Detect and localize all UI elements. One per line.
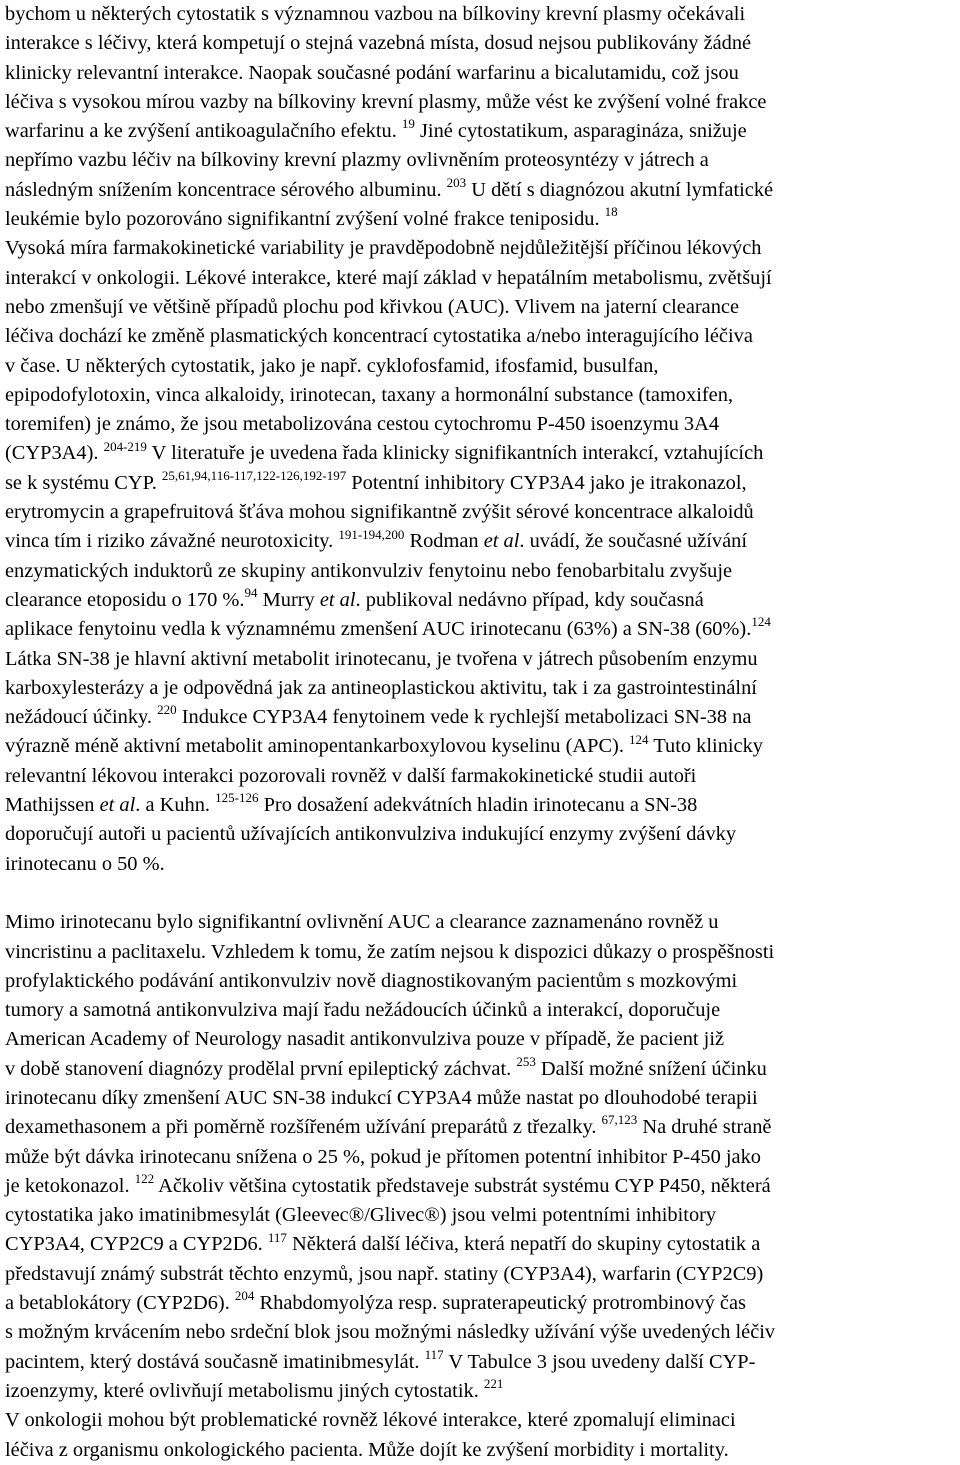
text-run: může být dávka irinotecanu snížena o 25 %, pokud je přítomen potentní inhibitor P-450 jako xyxy=(5,1145,761,1168)
text-run: vincristinu a paclitaxelu. Vzhledem k tomu, že zatím nejsou k dispozici důkazy o prospěšnosti xyxy=(5,940,775,963)
text-run: izoenzymy, které ovlivňují metabolismu jiných cytostatik. xyxy=(5,1379,484,1402)
text-run: se k systému CYP. xyxy=(5,471,162,494)
citation-reference: 204-219 xyxy=(103,438,147,454)
citation-reference: 117 xyxy=(424,1346,444,1362)
text-run: Další možné snížení účinku xyxy=(535,1057,767,1080)
text-run: Tuto klinicky xyxy=(648,735,763,758)
text-run: vinca tím i riziko závažné neurotoxicity. xyxy=(5,530,339,553)
text-run: dexamethasonem a při poměrně rozšířeném užívání preparátů z třezalky. xyxy=(5,1116,602,1139)
text-run: CYP3A4, CYP2C9 a CYP2D6. xyxy=(5,1233,268,1256)
text-run: Rodman xyxy=(404,530,484,553)
text-run: a betablokátory (CYP2D6). xyxy=(5,1292,235,1315)
paragraph-gap xyxy=(5,879,955,908)
italic-text: et al xyxy=(319,588,356,611)
text-run: /Glivec xyxy=(364,1204,425,1227)
text-line xyxy=(5,1318,955,1347)
text-run: enzymatických induktorů ze skupiny antikonvulziv fenytoinu nebo fenobarbitalu zvyšuje xyxy=(5,559,733,582)
text-run: . publikoval nedávno případ, kdy současná xyxy=(355,588,704,611)
text-run: karboxylesterázy a je odpovědná jak za antineoplastickou aktivitu, tak i za gastrointestinální xyxy=(5,676,757,699)
text-line xyxy=(5,1230,955,1259)
text-line xyxy=(5,264,955,293)
text-run: bychom u některých cytostatik s významnou vazbou na bílkoviny krevní plasmy očekávali xyxy=(5,3,746,25)
text-run: American Academy of Neurology nasadit antikonvulziva pouze v případě, že pacient již xyxy=(5,1028,725,1051)
text-line xyxy=(5,674,955,703)
text-line xyxy=(5,938,955,967)
citation-reference: 204 xyxy=(234,1288,255,1304)
text-line xyxy=(5,1377,955,1406)
text-line xyxy=(5,1025,955,1054)
text-line xyxy=(5,850,955,879)
text-run: erytromycin a grapefruitová šťáva mohou signifikantně zvýšit sérové koncentrace alkaloidů xyxy=(5,501,754,524)
text-line xyxy=(5,498,955,527)
text-run: irinotecanu o 50 %. xyxy=(5,852,165,875)
text-line xyxy=(5,59,955,88)
citation-reference: 94 xyxy=(244,585,258,601)
text-run: Látka SN-38 je hlavní aktivní metabolit irinotecanu, je tvořena v játrech působením enzymu xyxy=(5,647,758,670)
citation-reference: 124 xyxy=(751,614,771,630)
text-run: v době stanovení diagnózy prodělal první epileptický záchvat. xyxy=(5,1057,517,1080)
text-run: nebo zmenšují ve většině případů plochu pod křivkou (AUC). Vlivem na jaterní clearance xyxy=(5,295,740,318)
text-line xyxy=(5,29,955,58)
text-line xyxy=(5,1289,955,1318)
text-line xyxy=(5,820,955,849)
citation-reference: 253 xyxy=(516,1053,536,1069)
registered-mark: ® xyxy=(424,1204,440,1227)
text-run: výrazně méně aktivní metabolit aminopentankarboxylovou kyselinu (APC). xyxy=(5,735,630,758)
citation-reference: 220 xyxy=(157,702,177,718)
text-run: Murry xyxy=(257,588,320,611)
citation-reference: 124 xyxy=(629,731,649,747)
text-line xyxy=(5,205,955,234)
text-line xyxy=(5,176,955,205)
text-run: interakce s léčivy, která kompetují o stejná vazebná místa, dosud nejsou publikovány žádné xyxy=(5,32,752,55)
text-line xyxy=(5,762,955,791)
text-run: nežádoucí účinky. xyxy=(5,706,158,729)
text-line xyxy=(5,293,955,322)
citation-reference: 125-126 xyxy=(215,790,259,806)
text-run: Vysoká míra farmakokinetické variability je pravděpodobně nejdůležitější příčinou lékových xyxy=(5,237,762,260)
text-run: V literatuře je uvedena řada klinicky signifikantních interakcí, vztahujících xyxy=(146,442,764,465)
text-run: Na druhé straně xyxy=(637,1116,772,1139)
text-run: Indukce CYP3A4 fenytoinem vede k rychlejší metabolizaci SN-38 na xyxy=(176,706,752,729)
text-line xyxy=(5,352,955,381)
text-line xyxy=(5,1260,955,1289)
text-line xyxy=(5,586,955,615)
paragraph xyxy=(5,0,955,879)
paragraph xyxy=(5,908,955,1465)
text-run: . uvádí, že současné užívání xyxy=(519,530,748,553)
citation-reference: 117 xyxy=(267,1229,287,1245)
text-run: představují známý substrát těchto enzymů, jsou např. statiny (CYP3A4), warfarin (CYP2C9) xyxy=(5,1262,764,1285)
citation-reference: 191-194,200 xyxy=(338,526,405,542)
citation-reference: 122 xyxy=(134,1171,155,1187)
citation-reference: 19 xyxy=(401,116,415,132)
italic-text: et al xyxy=(483,530,520,553)
text-run: aplikace fenytoinu vedla k významnému zmenšení AUC irinotecanu (63%) a SN-38 (60%). xyxy=(5,618,752,641)
registered-mark: ® xyxy=(348,1204,365,1227)
text-run: . a Kuhn. xyxy=(135,794,216,817)
text-run: toremifen) je známo, že jsou metabolizována cestou cytochromu P-450 isoenzymu 3A4 xyxy=(5,413,720,436)
text-run: je ketokonazol. xyxy=(5,1174,135,1197)
citation-reference: 18 xyxy=(604,204,618,220)
text-run: léčiva dochází ke změně plasmatických koncentrací cytostatika a/nebo interagujícího léčiva xyxy=(5,325,753,348)
text-line xyxy=(5,791,955,820)
text-line xyxy=(5,381,955,410)
text-line xyxy=(5,117,955,146)
text-run: pacintem, který dostává současně imatinibmesylát. xyxy=(5,1350,425,1373)
text-line xyxy=(5,1406,955,1435)
text-line xyxy=(5,1084,955,1113)
text-line xyxy=(5,234,955,263)
text-run: V Tabulce 3 jsou uvedeny další CYP- xyxy=(443,1350,756,1373)
text-line xyxy=(5,908,955,937)
text-run: Mathijssen xyxy=(5,794,100,817)
text-line xyxy=(5,0,955,29)
text-run: clearance etoposidu o 170 %. xyxy=(5,588,245,611)
text-line xyxy=(5,557,955,586)
text-run: relevantní lékovou interakci pozorovali rovněž v další farmakokinetické studii autoři xyxy=(5,764,697,787)
text-line xyxy=(5,645,955,674)
text-run: warfarinu a ke zvýšení antikoagulačního efektu. xyxy=(5,120,402,143)
text-run: léčiva z organismu onkologického pacienta. Může dojít ke zvýšení morbidity i mortality. xyxy=(5,1438,729,1461)
italic-text: et al xyxy=(99,794,136,817)
text-run: léčiva s vysokou mírou vazby na bílkoviny krevní plasmy, může vést ke zvýšení volné frakce xyxy=(5,90,767,113)
text-run: Jiné cytostatikum, asparagináza, snižuje xyxy=(414,120,747,143)
text-line xyxy=(5,732,955,761)
text-run: Potentní inhibitory CYP3A4 jako je itrakonazol, xyxy=(346,471,747,494)
text-run: cytostatika jako imatinibmesylát (Gleevec xyxy=(5,1204,349,1227)
text-line xyxy=(5,469,955,498)
text-line xyxy=(5,439,955,468)
text-run: nepřímo vazbu léčiv na bílkoviny krevní plazmy ovlivněním proteosyntézy v játrech a xyxy=(5,149,709,172)
citation-reference: 67,123 xyxy=(601,1112,638,1128)
text-run: Některá další léčiva, která nepatří do skupiny cytostatik a xyxy=(286,1233,761,1256)
text-line xyxy=(5,1113,955,1142)
text-run: leukémie bylo pozorováno signifikantní zvýšení volné frakce teniposidu. xyxy=(5,208,605,231)
text-run: Ačkoliv většina cytostatik představeje substrát systému CYP P450, některá xyxy=(154,1174,771,1197)
text-line xyxy=(5,322,955,351)
text-line xyxy=(5,703,955,732)
document-page xyxy=(5,0,955,1465)
text-run: Rhabdomyolýza resp. supraterapeutický protrombinový čas xyxy=(254,1292,746,1315)
text-line xyxy=(5,146,955,175)
text-run: následným snížením koncentrace sérového albuminu. xyxy=(5,178,447,201)
text-run: v čase. U některých cytostatik, jako je např. cyklofosfamid, ifosfamid, busulfan, xyxy=(5,354,659,377)
text-run: U dětí s diagnózou akutní lymfatické xyxy=(466,178,774,201)
text-line xyxy=(5,1436,955,1465)
text-run: (CYP3A4). xyxy=(5,442,104,465)
citation-reference: 25,61,94,116-117,122-126,192-197 xyxy=(161,467,347,483)
text-line xyxy=(5,615,955,644)
text-line xyxy=(5,1348,955,1377)
text-run: V onkologii mohou být problematické rovněž lékové interakce, které zpomalují eliminaci xyxy=(5,1409,736,1432)
text-line xyxy=(5,527,955,556)
text-line xyxy=(5,1172,955,1201)
text-run: epipodofylotoxin, vinca alkaloidy, irinotecan, taxany a hormonální substance (tamoxifen, xyxy=(5,383,733,406)
text-line xyxy=(5,1201,955,1230)
text-line xyxy=(5,1055,955,1084)
text-line xyxy=(5,88,955,117)
text-run: ) jsou velmi potentními inhibitory xyxy=(439,1204,717,1227)
text-line xyxy=(5,996,955,1025)
text-run: klinicky relevantní interakce. Naopak současné podání warfarinu a bicalutamidu, což jsou xyxy=(5,61,739,84)
text-run: Mimo irinotecanu bylo signifikantní ovlivnění AUC a clearance zaznamenáno rovněž u xyxy=(5,911,719,934)
text-run: irinotecanu díky zmenšení AUC SN-38 indukcí CYP3A4 může nastat po dlouhodobé terapii xyxy=(5,1086,758,1109)
citation-reference: 203 xyxy=(446,174,467,190)
text-line xyxy=(5,410,955,439)
text-line xyxy=(5,1143,955,1172)
text-run: tumory a samotná antikonvulziva mají řadu nežádoucích účinků a interakcí, doporučuje xyxy=(5,999,721,1022)
text-run: s možným krvácením nebo srdeční blok jsou možnými následky užívání výše uvedených léčiv xyxy=(5,1321,776,1344)
text-run: profylaktického podávání antikonvulziv nově diagnostikovaným pacientům s mozkovými xyxy=(5,969,738,992)
citation-reference: 221 xyxy=(483,1376,504,1392)
text-run: Pro dosažení adekvátních hladin irinotecanu a SN-38 xyxy=(258,794,698,817)
text-run: interakcí v onkologii. Lékové interakce, které mají základ v hepatálním metabolismu, zvětšují xyxy=(5,266,772,289)
text-line xyxy=(5,967,955,996)
text-run: doporučují autoři u pacientů užívajících antikonvulziva indukující enzymy zvýšení dávky xyxy=(5,823,737,846)
